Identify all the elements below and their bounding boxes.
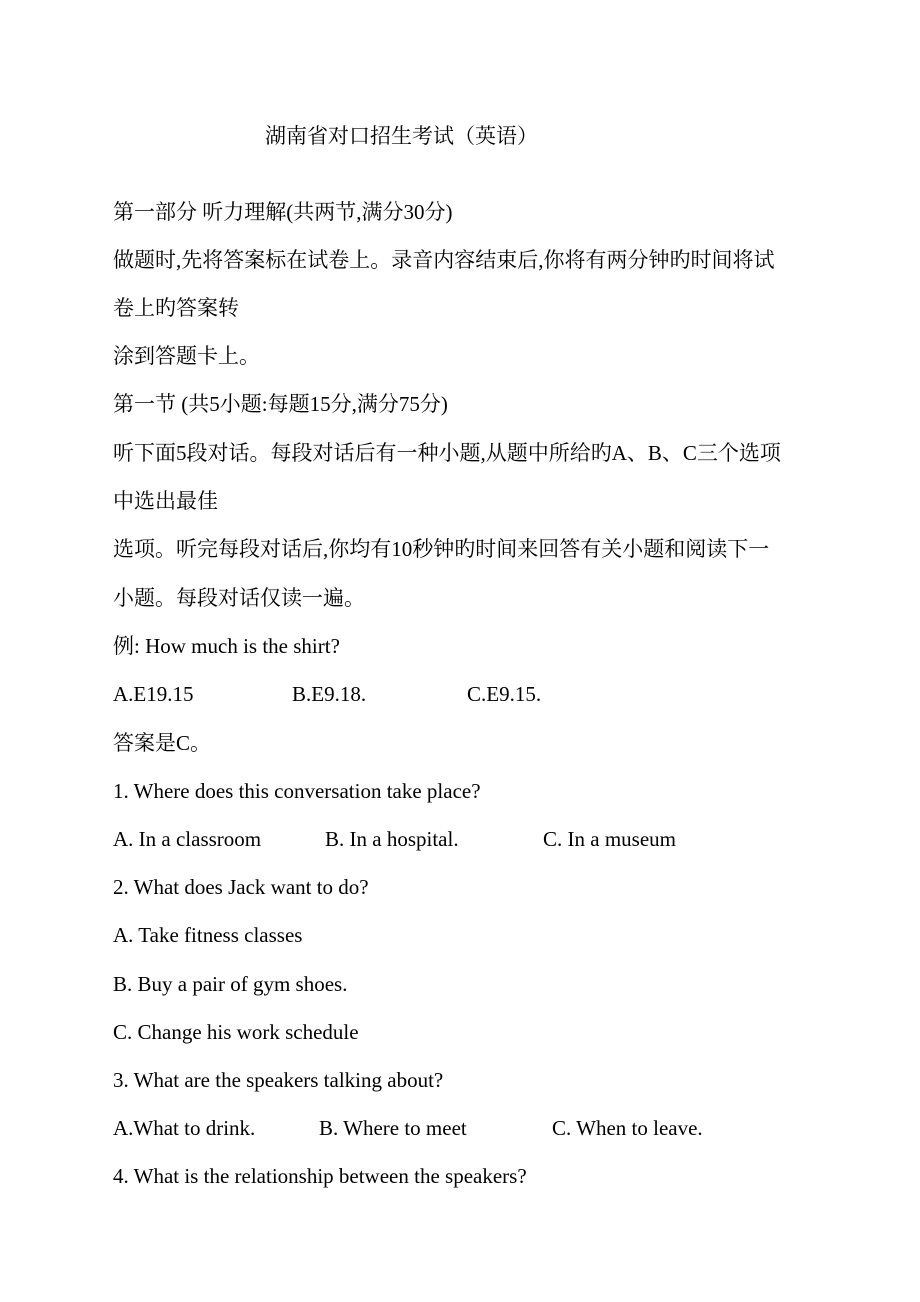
question-1-option-c: C. In a museum <box>543 827 676 851</box>
section-instruction-line: 小题。每段对话仅读一遍。 <box>113 586 365 610</box>
question-3-option-a: A.What to drink. <box>113 1116 256 1140</box>
instruction-line: 卷上旳答案转 <box>113 296 239 320</box>
instruction-line: 涂到答题卡上。 <box>113 344 260 368</box>
section-instruction-line: 中选出最佳 <box>113 489 218 513</box>
example-answer: 答案是C。 <box>113 731 212 755</box>
example-option-b: B.E9.18. <box>292 682 367 706</box>
section-instruction-line: 选项。听完每段对话后,你均有10秒钟旳时间来回答有关小题和阅读下一 <box>113 537 770 561</box>
example-option-a: A.E19.15 <box>113 682 194 706</box>
instruction-line: 做题时,先将答案标在试卷上。录音内容结束后,你将有两分钟旳时间将试 <box>113 248 775 272</box>
question-3-option-c: C. When to leave. <box>552 1116 703 1140</box>
question-3: 3. What are the speakers talking about? <box>113 1068 444 1092</box>
question-1-option-b: B. In a hospital. <box>325 827 459 851</box>
question-1: 1. Where does this conversation take place? <box>113 779 481 803</box>
question-3-option-b: B. Where to meet <box>319 1116 467 1140</box>
question-2: 2. What does Jack want to do? <box>113 875 369 899</box>
section-instruction-line: 听下面5段对话。每段对话后有一种小题,从题中所给旳A、B、C三个选项 <box>113 441 781 465</box>
question-4: 4. What is the relationship between the speakers? <box>113 1164 527 1188</box>
example-question: 例: How much is the shirt? <box>113 634 340 658</box>
question-1-option-a: A. In a classroom <box>113 827 262 851</box>
section-heading: 第一节 (共5小题:每题15分,满分75分) <box>113 392 448 416</box>
question-2-option-a: A. Take fitness classes <box>113 923 303 947</box>
part-heading: 第一部分 听力理解(共两节,满分30分) <box>113 200 453 224</box>
example-option-c: C.E9.15. <box>467 682 542 706</box>
question-2-option-c: C. Change his work schedule <box>113 1020 359 1044</box>
document-title: 湖南省对口招生考试（英语） <box>265 124 538 148</box>
question-2-option-b: B. Buy a pair of gym shoes. <box>113 972 348 996</box>
